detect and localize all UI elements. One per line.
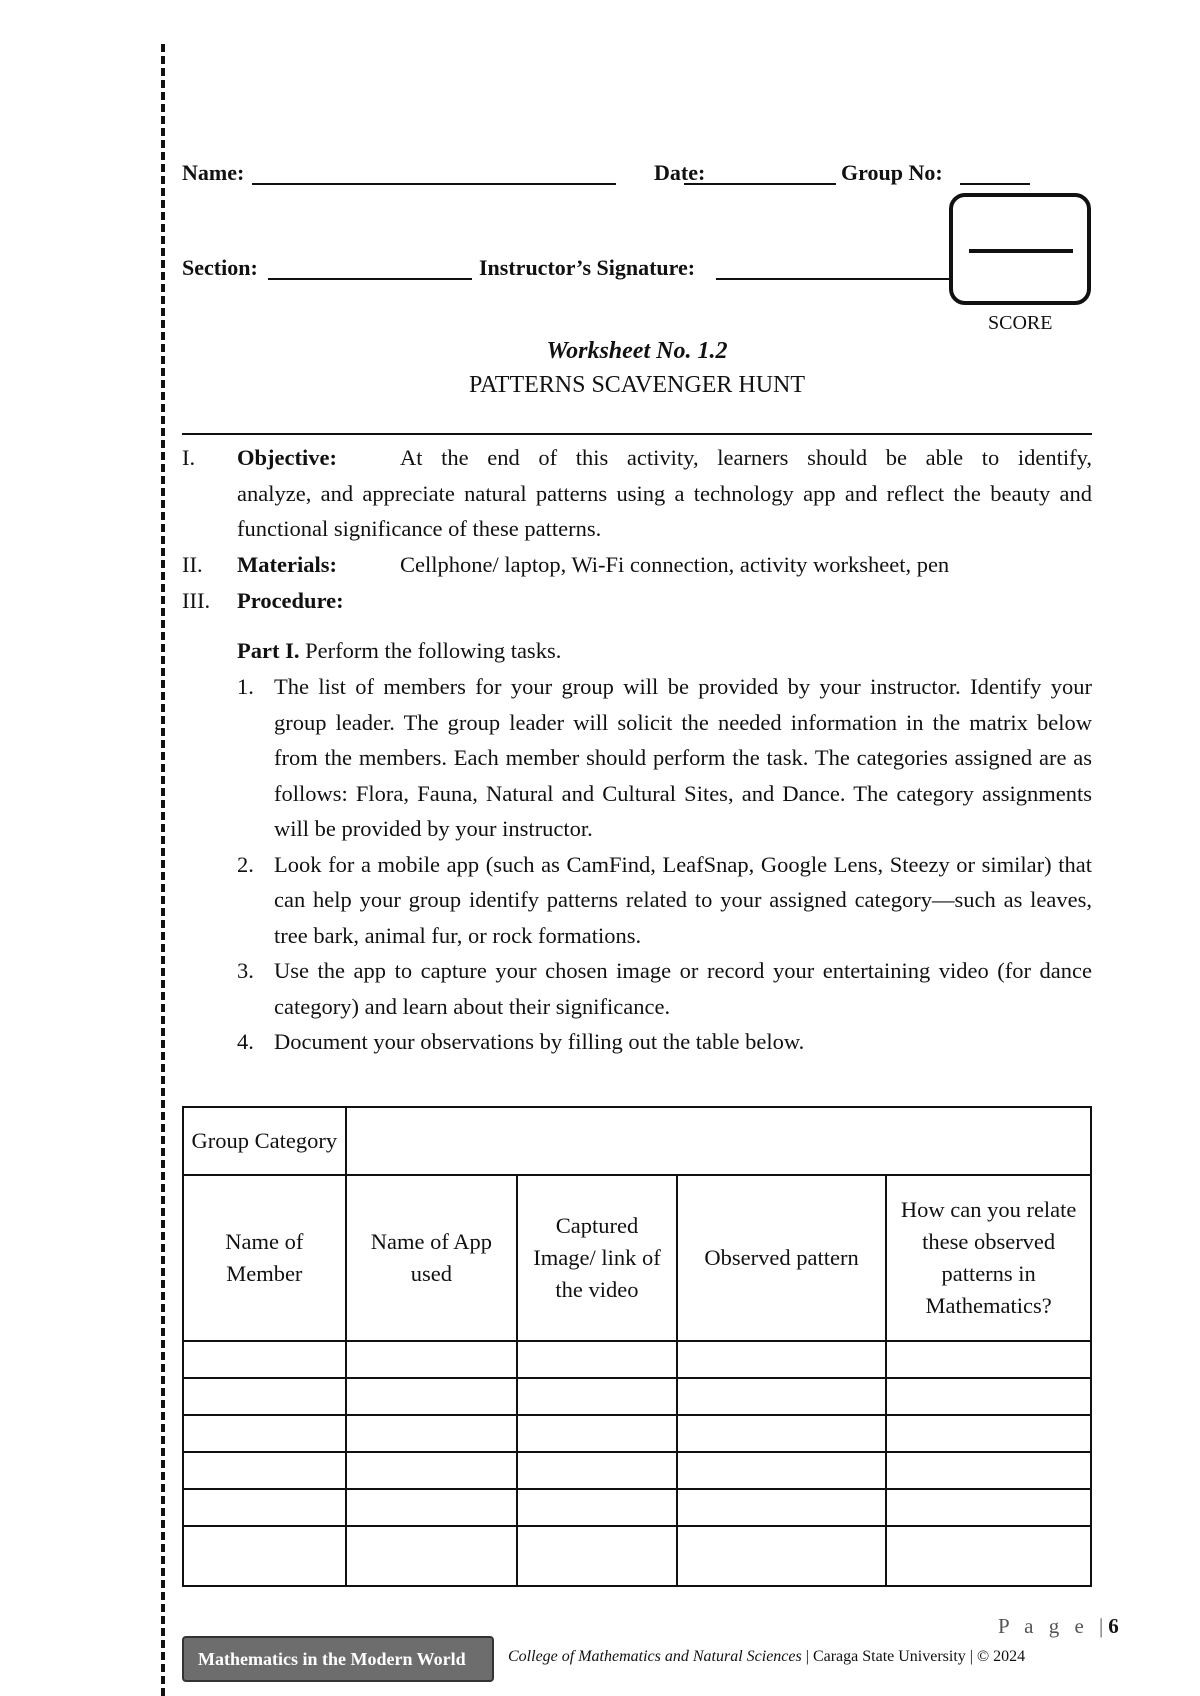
task-item — [237, 1024, 1092, 1060]
table-cell[interactable] — [183, 1341, 346, 1378]
header-name-of-app: Name of App used — [346, 1175, 517, 1341]
task-text: Document your observations by filling out the table below. — [274, 1029, 805, 1054]
task-text: Look for a mobile app (such as CamFind, LeafSnap, Google Lens, Steezy or similar) that can help your group identify patterns related to your assigned category—such as leaves, tree bark, animal fur, or rock formations. — [274, 851, 1092, 948]
college-name: College of Mathematics and Natural Sciences — [508, 1648, 802, 1665]
task-number: 3. — [237, 958, 254, 983]
materials-label: Materials: — [237, 552, 337, 577]
table-cell[interactable] — [183, 1526, 346, 1586]
page-label: P a g e — [998, 1614, 1089, 1638]
part-one-intro — [237, 633, 561, 669]
group-no-label: Group No: — [841, 160, 943, 185]
objective-number: I. — [182, 445, 196, 470]
table-row — [183, 1378, 1091, 1415]
title-divider — [182, 433, 1092, 435]
procedure-label: Procedure: — [237, 588, 344, 613]
footer-credits: College of Mathematics and Natural Sciences | Caraga State University | © 2024 — [508, 1648, 1026, 1665]
task-item — [237, 847, 1092, 954]
objective-text: analyze, and appreciate natural patterns using a technology app and reflect the beauty and functional significance of these patterns. — [237, 480, 1092, 541]
signature-field[interactable] — [716, 278, 949, 280]
date-field[interactable] — [684, 183, 836, 185]
table-cell[interactable] — [183, 1489, 346, 1526]
section-field[interactable] — [268, 278, 472, 280]
cut-line — [161, 44, 165, 1696]
task-text: Use the app to capture your chosen image or record your entertaining video (for dance category) and learn about their significance. — [274, 958, 1092, 1019]
group-no-field[interactable] — [960, 183, 1030, 185]
table-cell[interactable] — [346, 1452, 517, 1489]
table-cell[interactable] — [346, 1341, 517, 1378]
table-row — [183, 1341, 1091, 1378]
table-cell[interactable] — [517, 1452, 677, 1489]
task-item — [237, 953, 1092, 1024]
table-cell[interactable] — [677, 1341, 886, 1378]
group-category-row — [183, 1107, 1091, 1175]
table-cell[interactable] — [677, 1452, 886, 1489]
table-cell[interactable] — [517, 1489, 677, 1526]
materials-text: Cellphone/ laptop, Wi-Fi connection, activity worksheet, pen — [400, 552, 950, 577]
objective-label: Objective: — [237, 445, 337, 470]
copyright: © 2024 — [976, 1648, 1026, 1665]
name-label: Name: — [182, 160, 245, 185]
table-cell[interactable] — [886, 1341, 1091, 1378]
page-number-value: 6 — [1108, 1614, 1119, 1638]
header-captured-image: Captured Image/ link of the video — [517, 1175, 677, 1341]
table-cell[interactable] — [886, 1452, 1091, 1489]
table-cell[interactable] — [886, 1378, 1091, 1415]
task-text: The list of members for your group will be provided by your instructor. Identify your group leader. The group leader will solicit the needed information in the matrix below from the members. Each member should perform the task. The categories assigned are as follows: Flora, Fauna, Natural and Cultural Sites, and Dance. The category assignments will be provided by your instructor. — [274, 674, 1092, 841]
column-header-row — [183, 1175, 1091, 1341]
table-cell[interactable] — [677, 1526, 886, 1586]
objective-text-line1: At the end of this activity, learners should be able to identify, — [400, 445, 1092, 470]
page-number: P a g e |6 — [998, 1614, 1119, 1638]
table-cell[interactable] — [183, 1452, 346, 1489]
group-category-cell[interactable] — [346, 1107, 1091, 1175]
procedure-number: III. — [182, 588, 211, 613]
observation-table — [182, 1106, 1092, 1587]
date-label: Date: — [654, 160, 706, 185]
table-row — [183, 1452, 1091, 1489]
objective-section — [182, 440, 1092, 550]
task-number: 1. — [237, 674, 254, 699]
table-cell[interactable] — [183, 1378, 346, 1415]
section-label: Section: — [182, 255, 258, 280]
table-cell[interactable] — [886, 1526, 1091, 1586]
table-cell[interactable] — [346, 1378, 517, 1415]
table-cell[interactable] — [517, 1526, 677, 1586]
table-row — [183, 1489, 1091, 1526]
worksheet-title: Worksheet No. 1.2 — [546, 338, 728, 364]
part-one-label: Part I. — [237, 638, 300, 663]
table-cell[interactable] — [517, 1378, 677, 1415]
task-list — [237, 669, 1092, 1060]
header-name-of-member: Name of Member — [183, 1175, 346, 1341]
table-cell[interactable] — [677, 1415, 886, 1452]
score-box[interactable] — [949, 193, 1091, 305]
table-cell[interactable] — [886, 1415, 1091, 1452]
procedure-section — [182, 583, 1092, 619]
table-cell[interactable] — [677, 1489, 886, 1526]
task-number: 2. — [237, 851, 254, 877]
university-name: Caraga State University — [812, 1648, 966, 1665]
worksheet-subtitle: PATTERNS SCAVENGER HUNT — [468, 372, 806, 398]
table-row — [183, 1526, 1091, 1586]
materials-number: II. — [182, 552, 203, 577]
table-cell[interactable] — [183, 1415, 346, 1452]
course-tab: Mathematics in the Modern World — [182, 1636, 494, 1682]
header-observed-pattern: Observed pattern — [677, 1175, 886, 1341]
task-item — [237, 669, 1092, 847]
group-category-header: Group Category — [183, 1107, 346, 1175]
task-number: 4. — [237, 1029, 254, 1054]
materials-section — [182, 547, 1092, 583]
table-cell[interactable] — [346, 1526, 517, 1586]
score-line — [969, 249, 1073, 253]
name-field[interactable] — [252, 183, 616, 185]
table-cell[interactable] — [517, 1415, 677, 1452]
part-one-instruction: Perform the following tasks. — [305, 638, 562, 663]
table-cell[interactable] — [517, 1341, 677, 1378]
score-label: SCORE — [988, 312, 1053, 334]
table-cell[interactable] — [677, 1378, 886, 1415]
table-row — [183, 1415, 1091, 1452]
table-cell[interactable] — [346, 1415, 517, 1452]
signature-label: Instructor’s Signature: — [479, 255, 696, 280]
header-math-relation: How can you relate these observed patterns in Mathematics? — [886, 1175, 1091, 1341]
table-cell[interactable] — [346, 1489, 517, 1526]
table-cell[interactable] — [886, 1489, 1091, 1526]
